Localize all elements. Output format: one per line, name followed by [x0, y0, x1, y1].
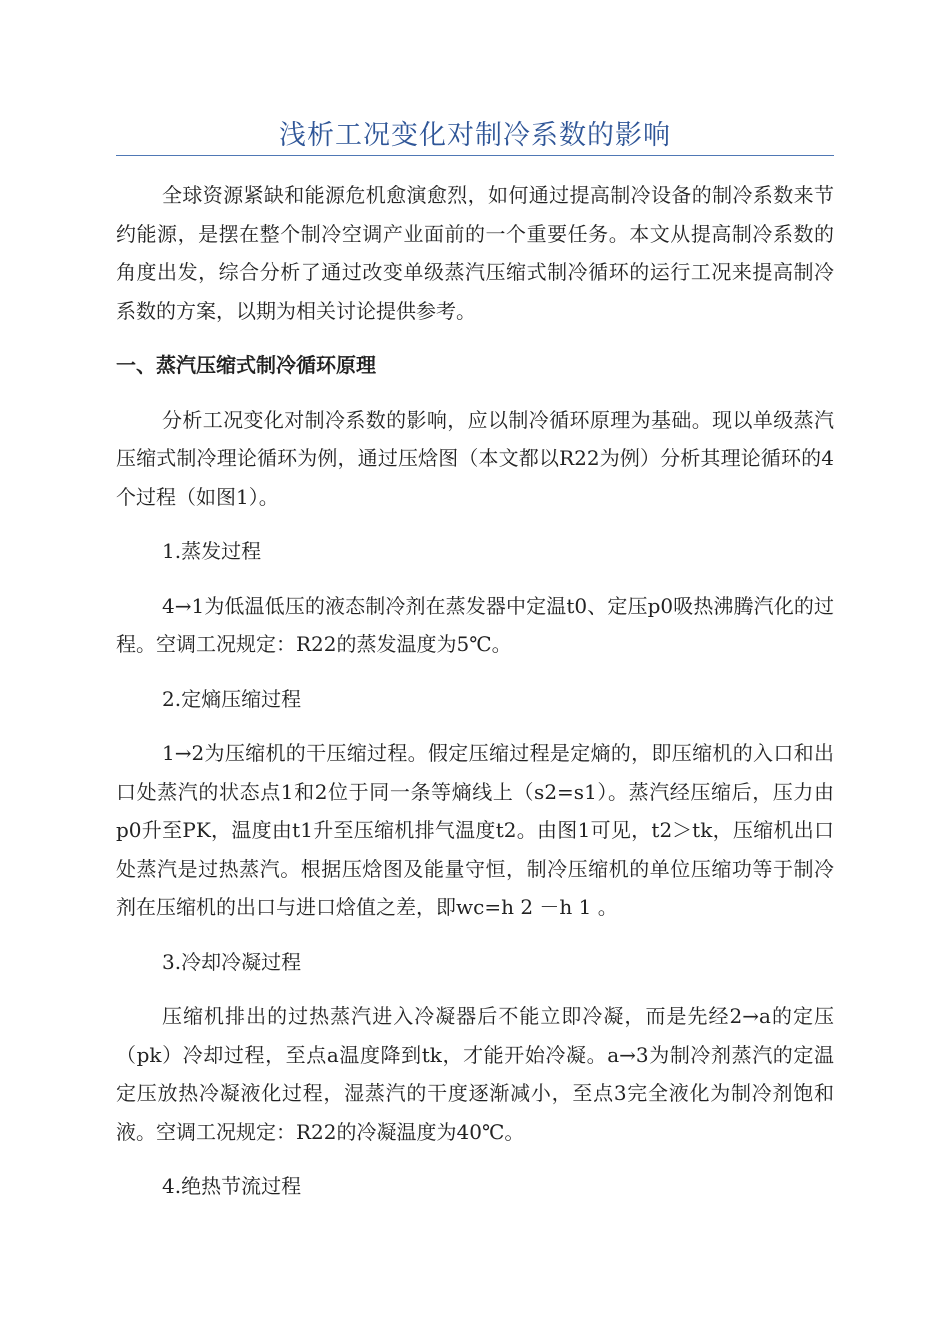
document-title: 浅析工况变化对制冷系数的影响	[279, 120, 671, 151]
section-paragraph: 分析工况变化对制冷系数的影响，应以制冷循环原理为基础。现以单级蒸汽压缩式制冷理论循环为例，通过压焓图（本文都以R22为例）分析其理论循环的4个过程（如图1）。	[116, 407, 834, 509]
step-heading-throttling: 4.绝热节流过程	[162, 1174, 302, 1198]
step-paragraph-compression: 1→2为压缩机的干压缩过程。假定压缩过程是定熵的，即压缩机的入口和出口处蒸汽的状态点1和2位于同一条等熵线上（s2=s1）。蒸汽经压缩后，压力由p0升至PK，温度由t1升至压缩机排气温度t2。由图1可见，t2＞tk，压缩机出口处蒸汽是过热蒸汽。根据压焓图及能量守恒，制冷压缩机的单位压缩功等于制冷剂在压缩机的出口与进口焓值之差，即wc=h 2 －h 1 。	[116, 741, 834, 919]
step-heading-condensation: 3.冷却冷凝过程	[162, 949, 302, 974]
step-paragraph-evaporation: 4→1为低温低压的液态制冷剂在蒸发器中定温t0、定压p0吸热沸腾汽化的过程。空调工况规定：R22的蒸发温度为5℃。	[116, 593, 834, 656]
section-heading: 一、蒸汽压缩式制冷循环原理	[116, 353, 376, 377]
step-paragraph-condensation: 压缩机排出的过热蒸汽进入冷凝器后不能立即冷凝，而是先经2→a的定压（pk）冷却过程，至点a温度降到tk，才能开始冷凝。a→3为制冷剂蒸汽的定温定压放热冷凝液化过程，湿蒸汽的干度逐渐减小，至点3完全液化为制冷剂饱和液。空调工况规定：R22的冷凝温度为40℃。	[116, 1004, 834, 1144]
intro-paragraph: 全球资源紧缺和能源危机愈演愈烈，如何通过提高制冷设备的制冷系数来节约能源，是摆在整个制冷空调产业面前的一个重要任务。本文从提高制冷系数的角度出发，综合分析了通过改变单级蒸汽压缩式制冷循环的运行工况来提高制冷系数的方案，以期为相关讨论提供参考。	[116, 183, 834, 323]
title-underline	[116, 155, 834, 156]
step-heading-compression: 2.定熵压缩过程	[162, 686, 302, 711]
document-body	[116, 176, 834, 1206]
step-heading-evaporation: 1.蒸发过程	[162, 539, 262, 563]
